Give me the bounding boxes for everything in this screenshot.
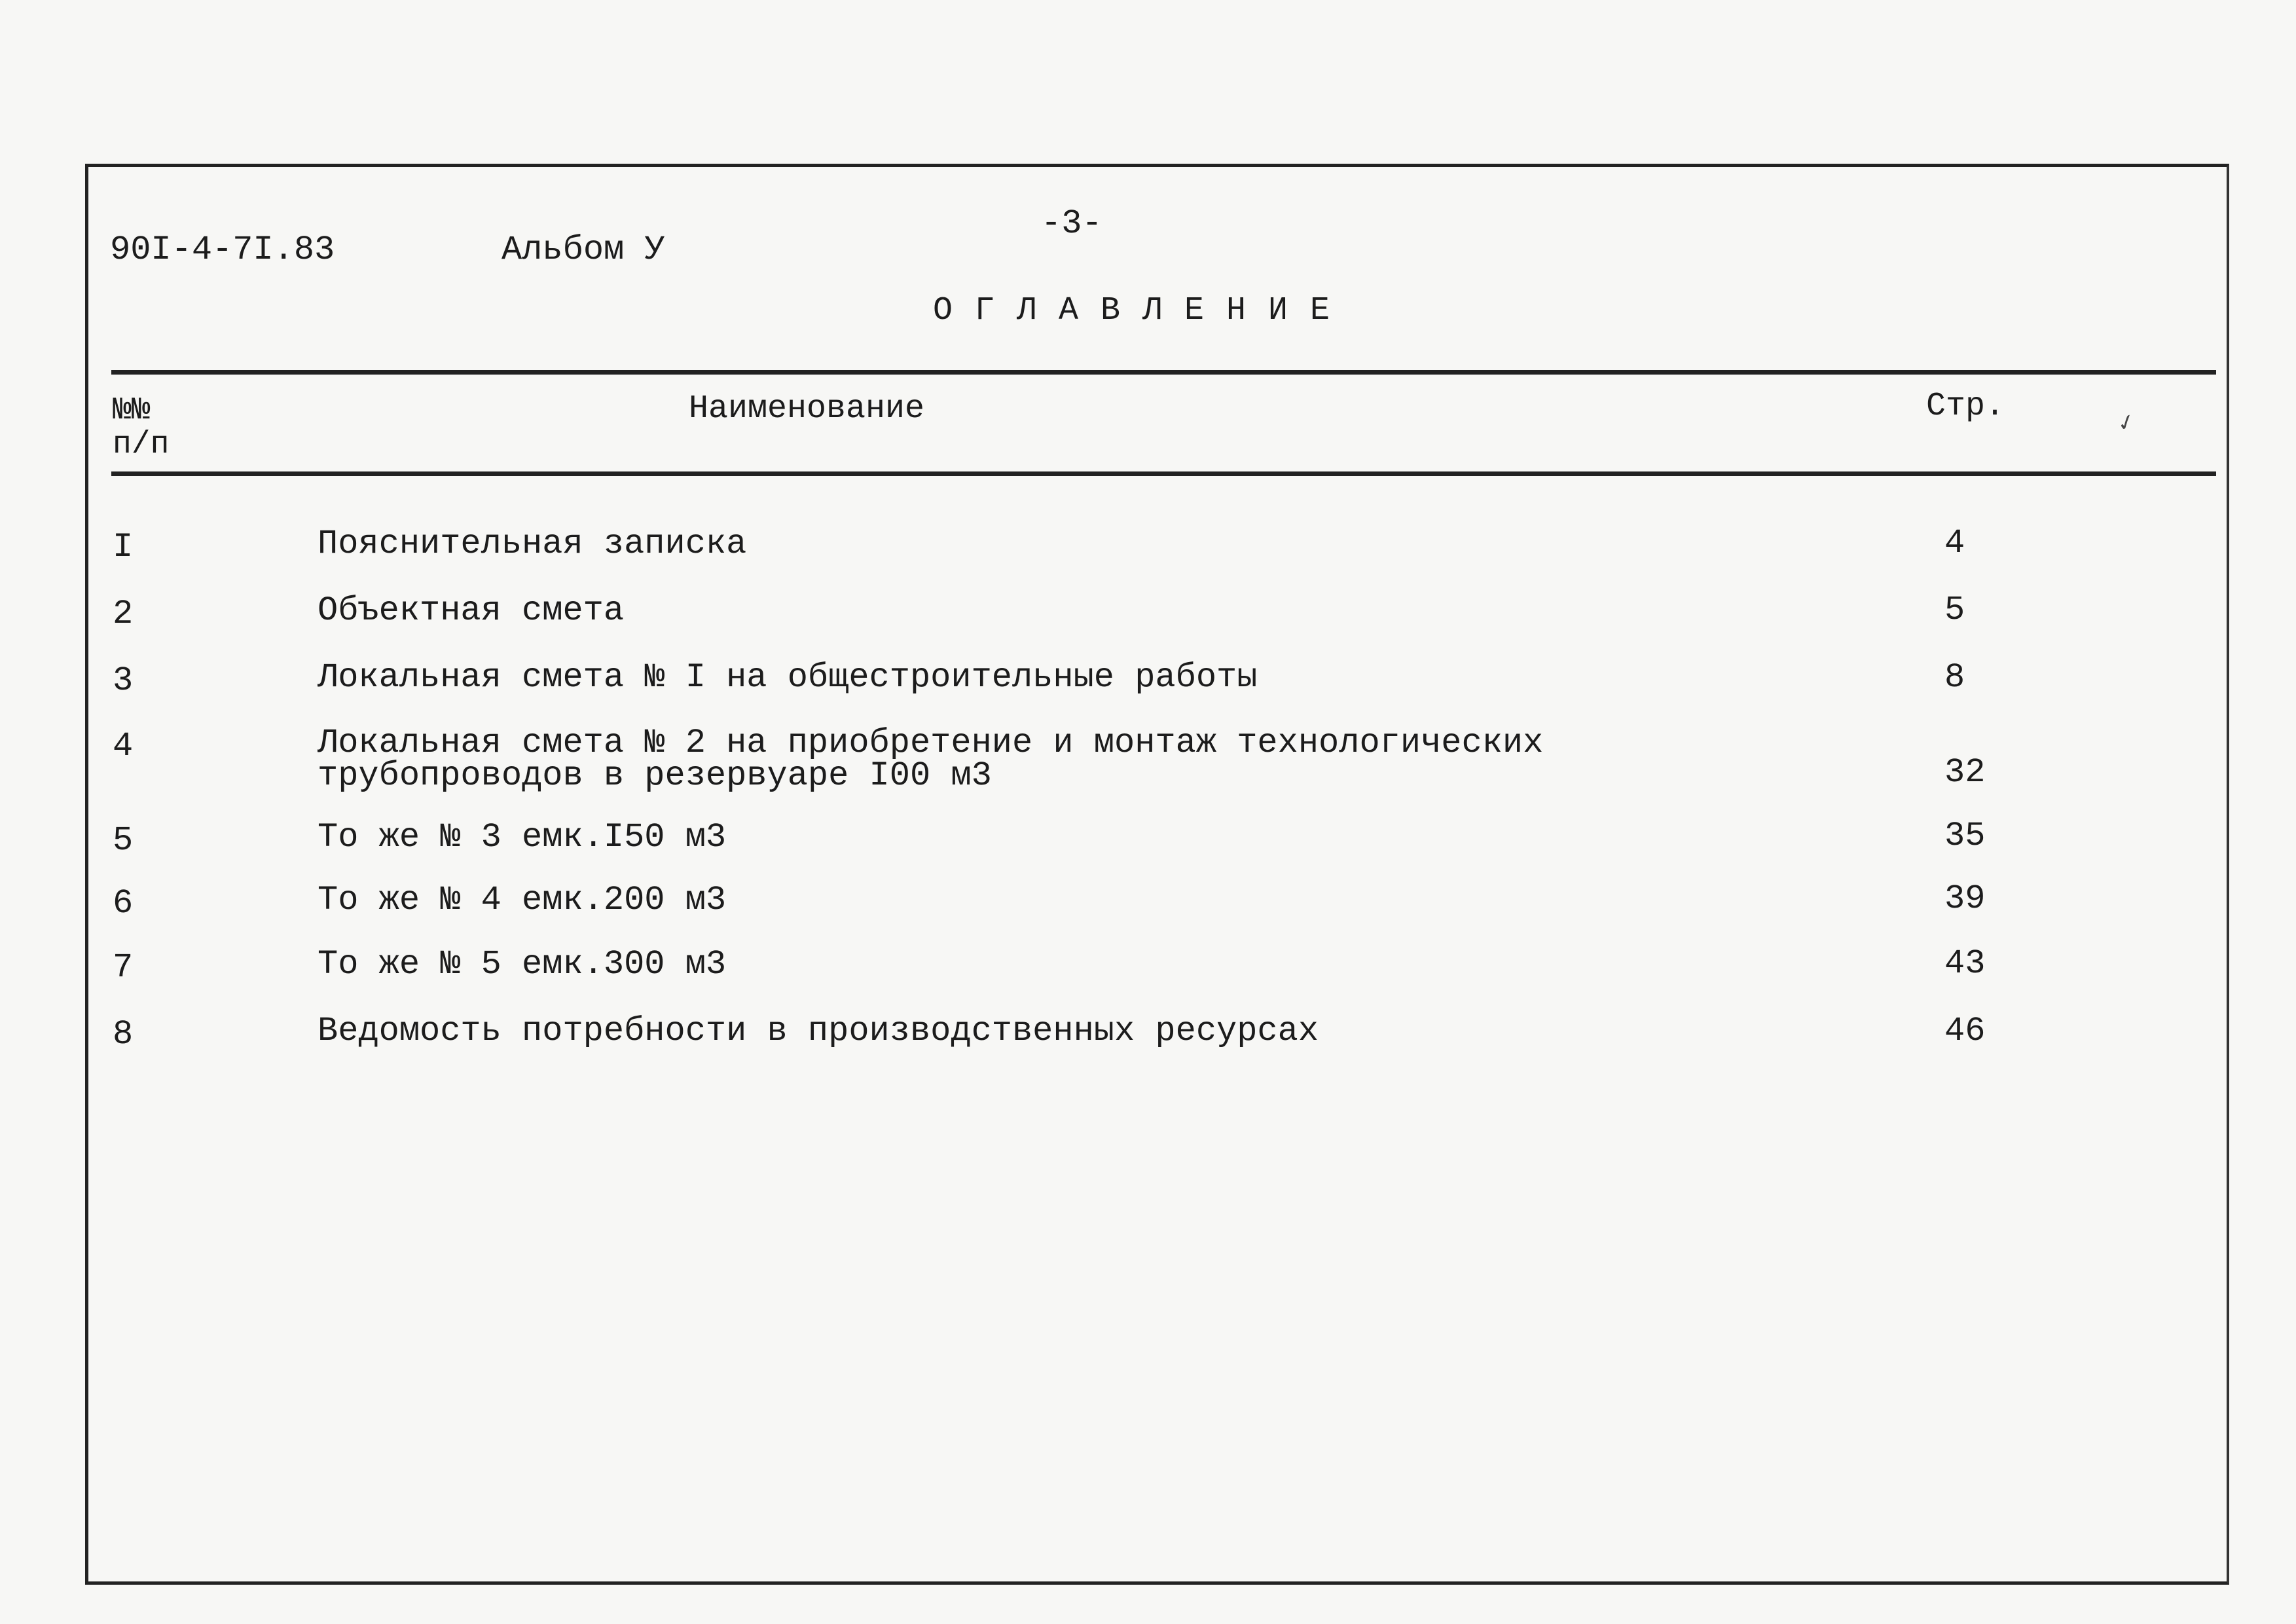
- column-header-number-line2: п/п: [113, 427, 170, 462]
- row-page: 32: [1944, 753, 1986, 792]
- row-page: 46: [1944, 1012, 1986, 1050]
- row-number: 8: [113, 1015, 134, 1054]
- row-title: Локальная смета № 2 на приобретение и монтаж технологических трубопроводов в резервуаре I00 м3: [318, 724, 1544, 795]
- row-number: I: [113, 528, 134, 566]
- row-title: То же № 3 емк.I50 м3: [318, 818, 727, 857]
- row-number: 4: [113, 727, 134, 766]
- row-title: То же № 5 емк.300 м3: [318, 945, 727, 984]
- row-title: Объектная смета: [318, 591, 625, 630]
- document-code: 90I-4-7I.83: [110, 231, 335, 269]
- row-title: То же № 4 емк.200 м3: [318, 881, 727, 919]
- row-page: 8: [1944, 658, 1965, 697]
- row-page: 4: [1944, 524, 1965, 563]
- row-number: 7: [113, 948, 134, 987]
- table-header-rule: [111, 471, 2216, 476]
- row-number: 6: [113, 884, 134, 923]
- handwritten-check-mark: ✓: [2115, 408, 2138, 440]
- row-number: 2: [113, 595, 134, 633]
- table-top-rule: [111, 370, 2216, 375]
- row-number: 3: [113, 661, 134, 700]
- row-page: 39: [1944, 879, 1986, 918]
- page-number: -3-: [1041, 204, 1102, 243]
- row-page: 35: [1944, 817, 1986, 855]
- row-title: Ведомость потребности в производственных ресурсах: [318, 1012, 1319, 1050]
- row-title: Пояснительная записка: [318, 525, 747, 563]
- row-page: 5: [1944, 591, 1965, 629]
- column-header-name: Наименование: [689, 390, 925, 428]
- column-header-page: Стр.: [1926, 388, 2005, 425]
- column-header-number-line1: №№: [113, 393, 151, 428]
- row-number: 5: [113, 821, 134, 860]
- row-title: Локальная смета № I на общестроительные работы: [318, 658, 1258, 697]
- album-label: Альбом У: [501, 231, 665, 269]
- row-page: 43: [1944, 944, 1986, 983]
- page-frame: [85, 164, 2229, 1585]
- page-title: ОГЛАВЛЕНИЕ: [933, 292, 1353, 329]
